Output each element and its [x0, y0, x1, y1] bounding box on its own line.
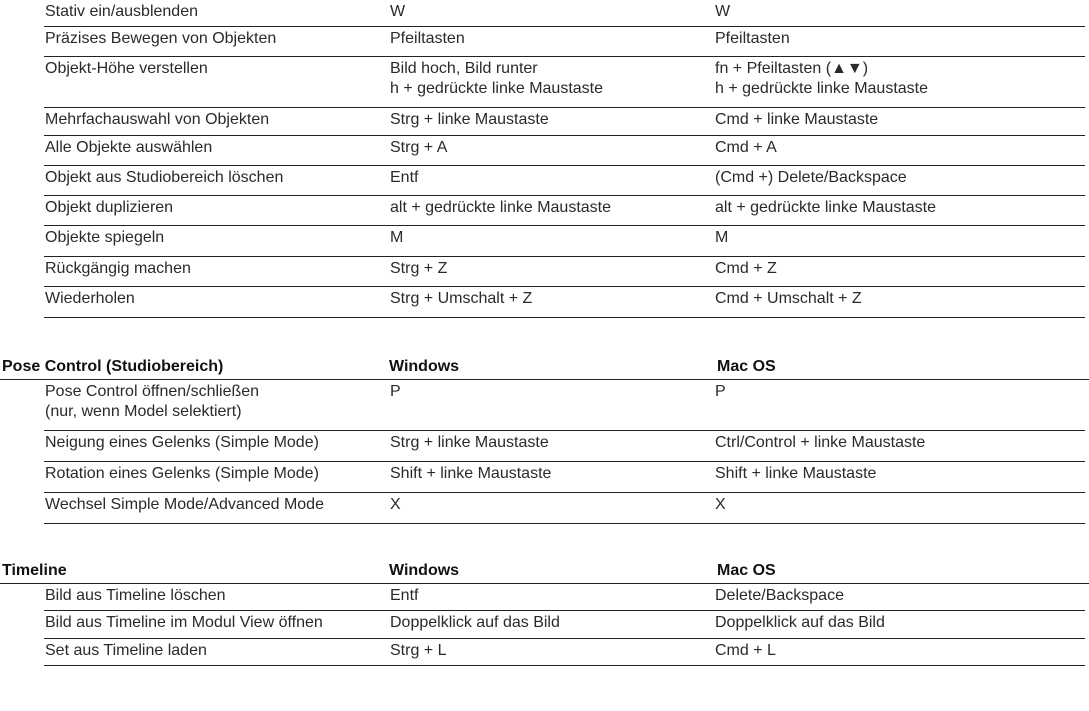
mac-shortcut: (Cmd +) Delete/Backspace [715, 169, 907, 186]
table-row [44, 493, 1085, 524]
windows-shortcut: W [390, 3, 406, 20]
table-row [44, 0, 1085, 27]
action-label: Mehrfachauswahl von Objekten [45, 111, 270, 128]
table-row [44, 431, 1085, 462]
windows-shortcut: Pfeiltasten [390, 30, 465, 47]
objects-rows [0, 0, 1089, 318]
action-label: Alle Objekte auswählen [45, 139, 213, 156]
table-row [44, 584, 1085, 611]
windows-shortcut: M [390, 229, 404, 246]
action-label: Objekt aus Studiobereich löschen [45, 169, 284, 186]
table-row [44, 639, 1085, 666]
action-label: Rückgängig machen [45, 260, 191, 277]
table-row [44, 196, 1085, 226]
action-label: Neigung eines Gelenks (Simple Mode) [45, 434, 319, 451]
mac-column-header: Mac OS [717, 562, 776, 579]
action-label: Bild aus Timeline im Modul View öffnen [45, 614, 323, 631]
section-header [0, 357, 1089, 380]
windows-shortcut: Strg + linke Maustaste [390, 111, 549, 128]
action-label: Objekte spiegeln [45, 229, 165, 246]
windows-column-header: Windows [389, 358, 460, 375]
action-label: Stativ ein/ausblenden [45, 3, 198, 20]
mac-shortcut: W [715, 3, 731, 20]
table-row [44, 166, 1085, 196]
mac-shortcut: Delete/Backspace [715, 587, 844, 604]
mac-shortcut: Cmd + L [715, 642, 776, 659]
table-row [44, 257, 1085, 287]
mac-shortcut: Shift + linke Maustaste [715, 465, 877, 482]
windows-shortcut: Shift + linke Maustaste [390, 465, 552, 482]
mac-shortcut: X [715, 496, 726, 513]
table-row [44, 108, 1085, 136]
action-label: Wechsel Simple Mode/Advanced Mode [45, 496, 324, 513]
table-row [44, 57, 1085, 108]
action-label: Objekt-Höhe verstellen [45, 60, 208, 77]
mac-shortcut: P [715, 383, 726, 400]
windows-shortcut: Entf [390, 587, 419, 604]
windows-shortcut: alt + gedrückte linke Maustaste [390, 199, 612, 216]
table-row [44, 287, 1085, 318]
mac-shortcut: fn + Pfeiltasten (▲▼) h + gedrückte linke Maustaste [715, 60, 929, 97]
table-row [44, 611, 1085, 639]
objects-section [0, 0, 1089, 318]
windows-shortcut: Strg + Umschalt + Z [390, 290, 533, 307]
mac-shortcut: Ctrl/Control + linke Maustaste [715, 434, 926, 451]
windows-shortcut: Strg + A [390, 139, 448, 156]
action-label: Objekt duplizieren [45, 199, 174, 216]
mac-shortcut: Cmd + Umschalt + Z [715, 290, 862, 307]
action-label: Bild aus Timeline löschen [45, 587, 226, 604]
windows-shortcut: X [390, 496, 401, 513]
mac-shortcut: Cmd + Z [715, 260, 777, 277]
mac-column-header: Mac OS [717, 358, 776, 375]
table-row [44, 226, 1085, 257]
action-label: Präzises Bewegen von Objekten [45, 30, 277, 47]
timeline-rows [0, 584, 1089, 666]
windows-shortcut: Entf [390, 169, 419, 186]
action-label: Pose Control öffnen/schließen (nur, wenn Model selektiert) [45, 383, 260, 420]
pose-control-section [0, 357, 1089, 524]
windows-shortcut: Strg + linke Maustaste [390, 434, 549, 451]
windows-column-header: Windows [389, 562, 460, 579]
timeline-section [0, 561, 1089, 666]
mac-shortcut: Doppelklick auf das Bild [715, 614, 885, 631]
action-label: Rotation eines Gelenks (Simple Mode) [45, 465, 319, 482]
windows-shortcut: Doppelklick auf das Bild [390, 614, 560, 631]
mac-shortcut: M [715, 229, 729, 246]
action-label: Wiederholen [45, 290, 135, 307]
windows-shortcut: Strg + L [390, 642, 447, 659]
windows-shortcut: P [390, 383, 401, 400]
mac-shortcut: Pfeiltasten [715, 30, 790, 47]
section-title: Pose Control (Studiobereich) [2, 358, 224, 375]
action-label: Set aus Timeline laden [45, 642, 207, 659]
table-row [44, 380, 1085, 431]
section-title: Timeline [2, 562, 67, 579]
table-row [44, 27, 1085, 57]
pose-control-rows [0, 380, 1089, 524]
windows-shortcut: Strg + Z [390, 260, 448, 277]
section-header [0, 561, 1089, 584]
mac-shortcut: Cmd + A [715, 139, 777, 156]
windows-shortcut: Bild hoch, Bild runter h + gedrückte linke Maustaste [390, 60, 604, 97]
table-row [44, 462, 1085, 493]
table-row [44, 136, 1085, 166]
mac-shortcut: alt + gedrückte linke Maustaste [715, 199, 937, 216]
mac-shortcut: Cmd + linke Maustaste [715, 111, 879, 128]
